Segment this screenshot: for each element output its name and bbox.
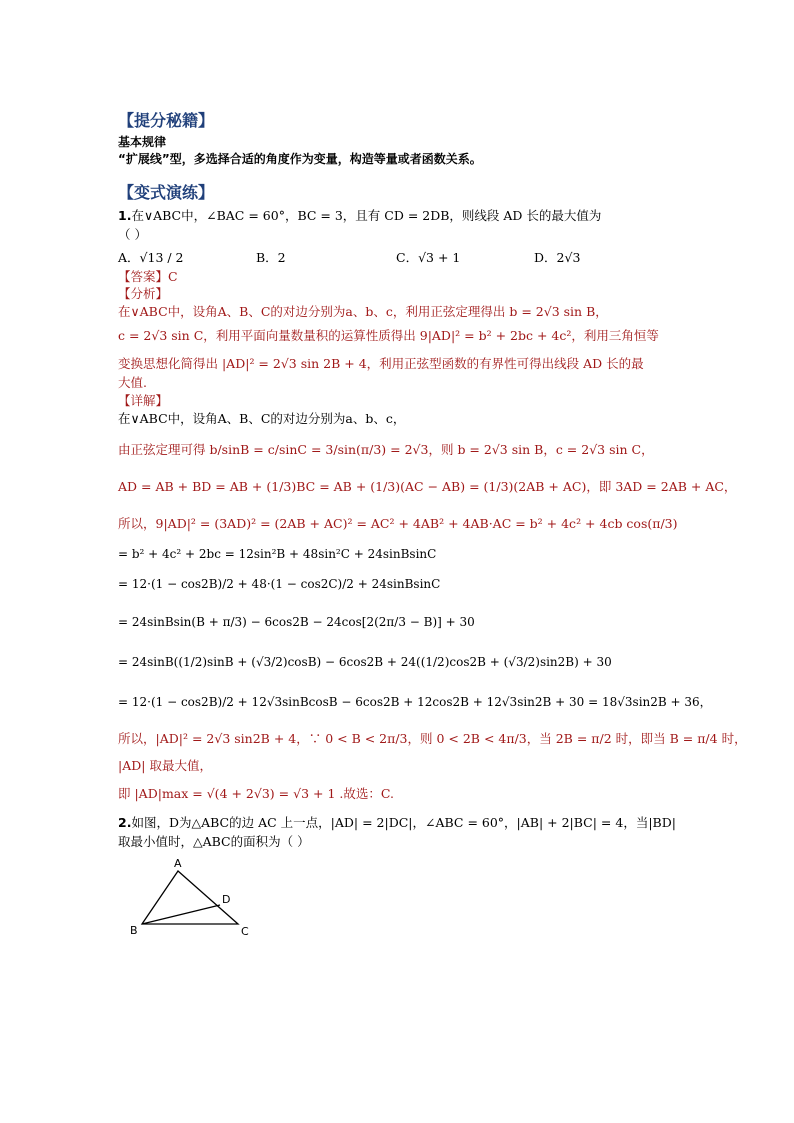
analysis-tag: 【分析】 <box>118 286 169 301</box>
label-a: A <box>174 857 182 870</box>
detail-line-3: AD = AB + BD = AB + (1/3)BC = AB + (1/3)(AC − AB) = (1/3)(2AB + AC)，即 3AD = 2AB + AC， <box>118 479 737 494</box>
analysis-line-4: 大值. <box>118 375 147 390</box>
detail-tag: 【详解】 <box>118 393 169 408</box>
section-title-tips: 【提分秘籍】 <box>118 111 215 130</box>
option-b: B．2 <box>256 250 286 265</box>
option-d: D．2√3 <box>534 250 581 265</box>
question-1-number: 1. <box>118 208 132 223</box>
question-2 <box>118 813 688 832</box>
answer-tag: 【答案】C <box>118 269 178 284</box>
question-2-stem-1: 如图，D为△ABC的边 AC 上一点，|AD| = 2|DC|，∠ABC = 60°，|AB| + 2|BC| = 4，当|BD| <box>131 815 676 830</box>
question-1-stem: 在∨ABC中，∠BAC = 60°，BC = 3，且有 CD = 2DB，则线段 AD 长的最大值为 <box>131 208 602 223</box>
label-b: B <box>130 924 138 937</box>
rule-heading: 基本规律 <box>118 135 167 149</box>
detail-line-1: 在∨ABC中，设角A、B、C的对边分别为a、b、c， <box>118 411 406 426</box>
analysis-line-3: 变换思想化简得出 |AD|² = 2√3 sin 2B + 4，利用正弦型函数的有界性可得出线段 AD 长的最 <box>118 356 644 371</box>
detail-line-12: 即 |AD|max = √(4 + 2√3) = √3 + 1 .故选：C. <box>118 786 394 801</box>
option-c: C．√3 + 1 <box>396 250 461 265</box>
detail-line-6: = 12·(1 − cos2B)/2 + 48·(1 − cos2C)/2 + 24sinBsinC <box>118 577 441 591</box>
question-1-paren: （ ） <box>118 227 147 242</box>
label-d: D <box>222 893 231 906</box>
analysis-line-1: 在∨ABC中，设角A、B、C的对边分别为a、b、c，利用正弦定理得出 b = 2√3 sin B， <box>118 304 608 319</box>
question-2-stem-2: 取最小值时，△ABC的面积为（ ） <box>118 834 310 849</box>
detail-line-4: 所以，9|AD|² = (3AD)² = (2AB + AC)² = AC² + 4AB² + 4AB·AC = b² + 4c² + 4cb cos(π/3) <box>118 516 678 531</box>
label-c: C <box>241 925 249 937</box>
document-page <box>118 110 747 941</box>
rule-text: “扩展线”型，多选择合适的角度作为变量，构造等量或者函数关系。 <box>118 152 482 166</box>
detail-line-10: 所以，|AD|² = 2√3 sin2B + 4，∵ 0 < B < 2π/3，则 0 < 2B < 4π/3，当 2B = π/2 时，即当 B = π/4 时， <box>118 731 747 746</box>
triangle-figure <box>130 857 270 937</box>
detail-line-8: = 24sinB((1/2)sinB + (√3/2)cosB) − 6cos2B + 24((1/2)cos2B + (√3/2)sin2B) + 30 <box>118 655 612 669</box>
question-1 <box>118 206 688 225</box>
detail-line-9: = 12·(1 − cos2B)/2 + 12√3sinBcosB − 6cos2B + 12cos2B + 12√3sin2B + 30 = 18√3sin2B + 36， <box>118 695 712 709</box>
question-1-options <box>118 248 688 266</box>
detail-line-11: |AD| 取最大值， <box>118 758 212 773</box>
option-a: A．√13 / 2 <box>118 250 184 265</box>
detail-line-2: 由正弦定理可得 b/sinB = c/sinC = 3/sin(π/3) = 2√3，则 b = 2√3 sin B，c = 2√3 sin C， <box>118 442 654 457</box>
section-title-practice: 【变式演练】 <box>118 183 215 202</box>
question-2-number: 2. <box>118 815 132 830</box>
detail-line-5: = b² + 4c² + 2bc = 12sin²B + 48sin²C + 24sinBsinC <box>118 547 437 561</box>
analysis-line-2: c = 2√3 sin C，利用平面向量数量积的运算性质得出 9|AD|² = b² + 2bc + 4c²，利用三角恒等 <box>118 328 659 343</box>
detail-line-7: = 24sinBsin(B + π/3) − 6cos2B − 24cos[2(2π/3 − B)] + 30 <box>118 615 475 629</box>
